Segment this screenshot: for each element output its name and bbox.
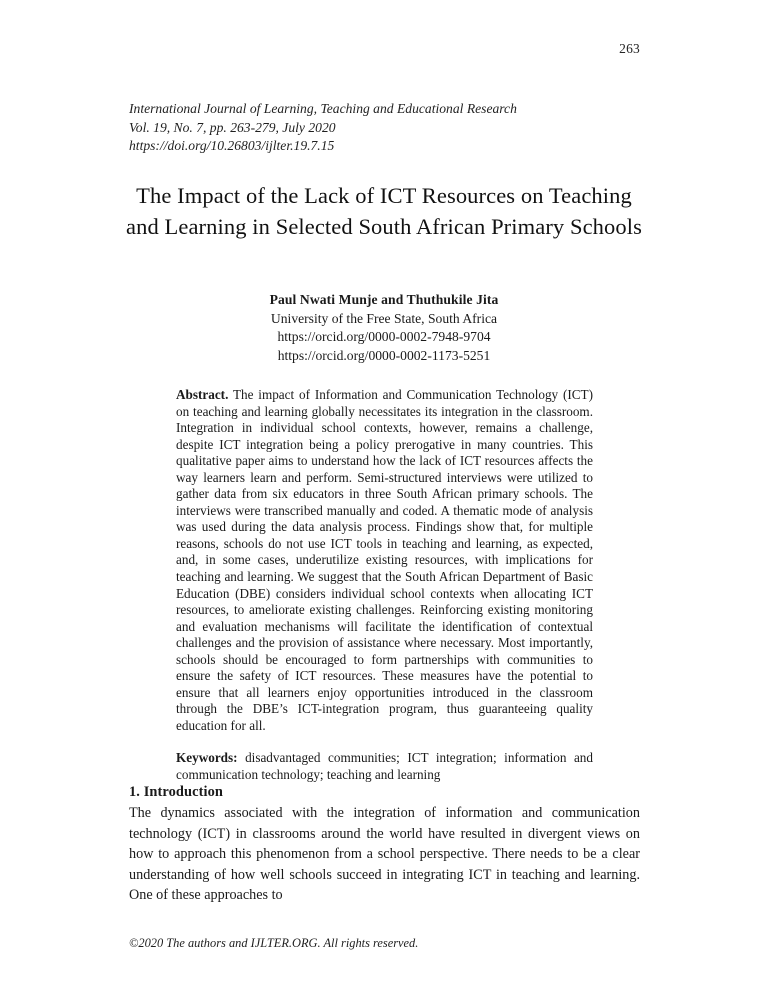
author-orcid-1[interactable]: https://orcid.org/0000-0002-7948-9704 [277, 329, 491, 345]
journal-doi[interactable]: https://doi.org/10.26803/ijlter.19.7.15 [129, 138, 335, 153]
journal-masthead [129, 100, 517, 156]
abstract-label: Abstract. [176, 387, 229, 402]
author-affiliation: University of the Free State, South Africa [270, 310, 498, 326]
keywords-paragraph [176, 750, 593, 783]
introduction-section [129, 783, 640, 906]
page-number: 263 [619, 41, 640, 56]
journal-volume-line: Vol. 19, No. 7, pp. 263-279, July 2020 [129, 119, 336, 135]
keywords-text: disadvantaged communities; ICT integration; information and communication technology; teaching and learning [176, 750, 593, 783]
abstract-paragraph [176, 387, 593, 734]
journal-name: International Journal of Learning, Teaching and Educational Research [129, 101, 517, 116]
author-block [120, 291, 648, 365]
author-orcid-2[interactable]: https://orcid.org/0000-0002-1173-5251 [277, 347, 491, 363]
copyright-footer: ©2020 The authors and IJLTER.ORG. All rights reserved. [129, 936, 419, 950]
page-title: The Impact of the Lack of ICT Resources on Teaching and Learning in Selected South African Primary Schools [126, 183, 642, 239]
abstract-section [176, 387, 593, 784]
introduction-body: The dynamics associated with the integration of information and communication technology (ICT) in classrooms around the world have resulted in divergent views on how to approach this phenomenon from a school perspective. There needs to be a clear understanding of how well schools succeed in integrating ICT in teaching and learning. One of these approaches to [129, 805, 640, 904]
author-names: Paul Nwati Munje and Thuthukile Jita [269, 292, 499, 307]
keywords-label: Keywords: [176, 750, 238, 766]
abstract-text: The impact of Information and Communication Technology (ICT) on teaching and learning globally necessitates its integration in the classroom. Integration in individual school contexts, however, remains a challenge, despite ICT integration being a policy prerogative in many countries. This qualitative paper aims to understand how the lack of ICT resources affects the way learners learn and perform. Semi-structured interviews were utilized to gather data from six educators in three South African primary schools. The interviews were transcribed manually and coded. A thematic mode of analysis was used during the data analysis process. Findings show that, for multiple reasons, schools do not use ICT tools in teaching and learning, as expected, and, in some cases, underutilize existing resources, with implications for teaching and learning. We suggest that the South African Department of Basic Education (DBE) considers individual school contexts when allocating ICT resources, to ameliorate existing challenges. Reinforcing existing monitoring and evaluation mechanisms will facilitate the identification of contextual challenges and the provision of assistance where necessary. Most importantly, schools should be encouraged to form partnerships with communities to ensure the safety of ICT resources. These measures have the potential to ensure that all learners enjoy opportunities introduced in the classroom through the DBE’s ICT-integration program, thus guaranteeing quality education for all. [176, 387, 593, 733]
introduction-heading: 1. Introduction [129, 784, 223, 800]
